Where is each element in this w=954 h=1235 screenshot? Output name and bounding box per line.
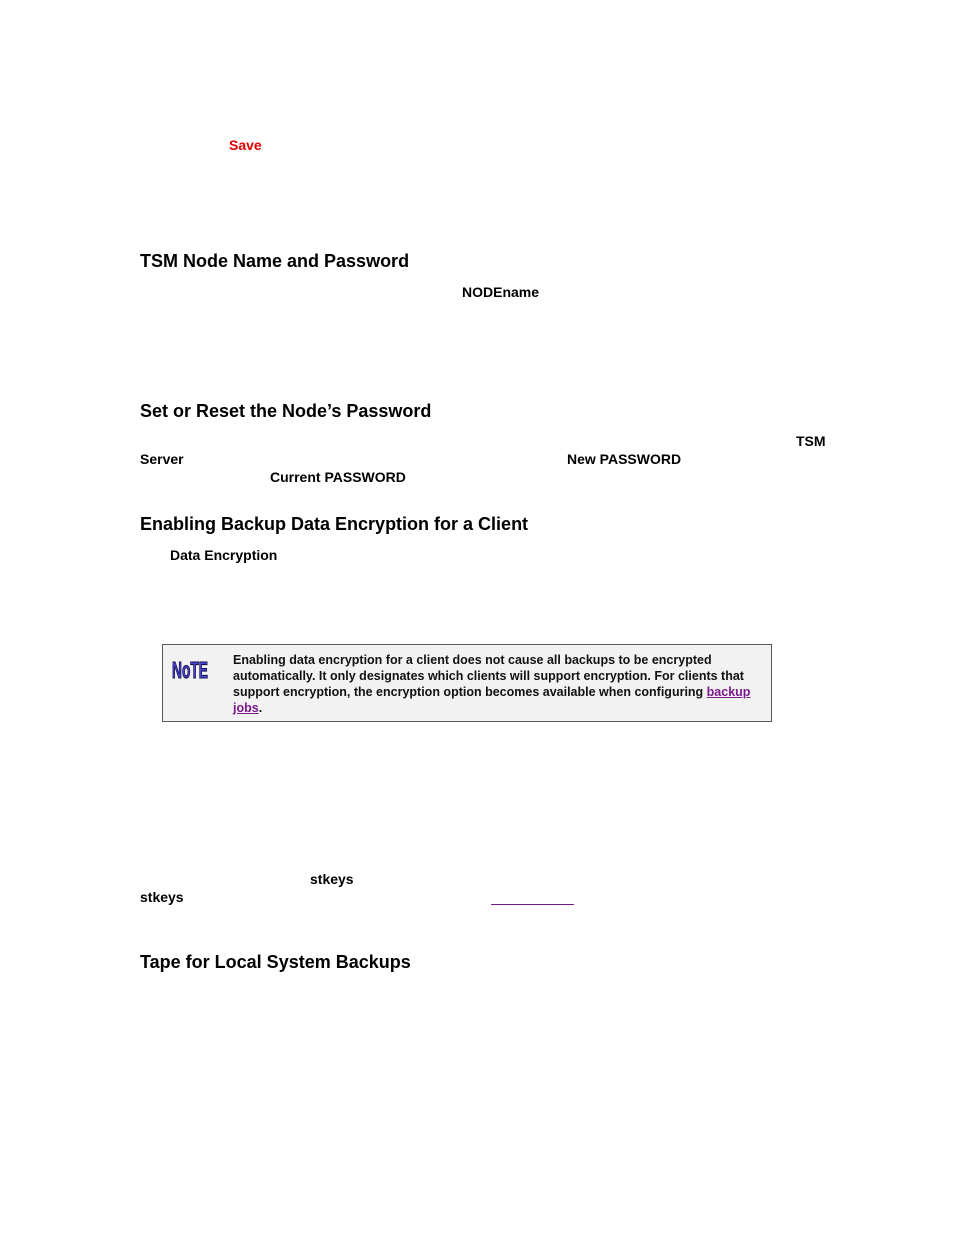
new-password-label: New PASSWORD (567, 451, 682, 467)
save-label: Save (229, 137, 262, 153)
nodename-label: NODEname (462, 284, 540, 300)
note-box (162, 644, 772, 722)
stkeys-label-2: stkeys (140, 889, 184, 905)
link-underline[interactable] (491, 904, 574, 905)
heading-tsm-node-name: TSM Node Name and Password (140, 251, 410, 271)
data-encryption-label: Data Encryption (170, 547, 278, 563)
current-password-label: Current PASSWORD (270, 469, 406, 485)
backup-jobs-link[interactable]: backup jobs (233, 685, 751, 715)
heading-data-encryption: Enabling Backup Data Encryption for a Client (140, 514, 529, 534)
note-body: Enabling data encryption for a client does not cause all backups to be encrypted automatically. It only designates which clients will support encryption. For clients that support encryption, the encryption option becomes available when configuring (233, 653, 744, 699)
note-suffix: . (258, 701, 263, 715)
note-icon (171, 652, 209, 684)
stkeys-label-1: stkeys (310, 871, 354, 887)
server-label: Server (140, 451, 184, 467)
note-text (233, 652, 763, 716)
heading-tape-local-backups: Tape for Local System Backups (140, 952, 411, 972)
heading-reset-password: Set or Reset the Node’s Password (140, 401, 432, 421)
note-icon-text: NoTE (172, 657, 208, 683)
tsm-label: TSM (796, 433, 826, 449)
